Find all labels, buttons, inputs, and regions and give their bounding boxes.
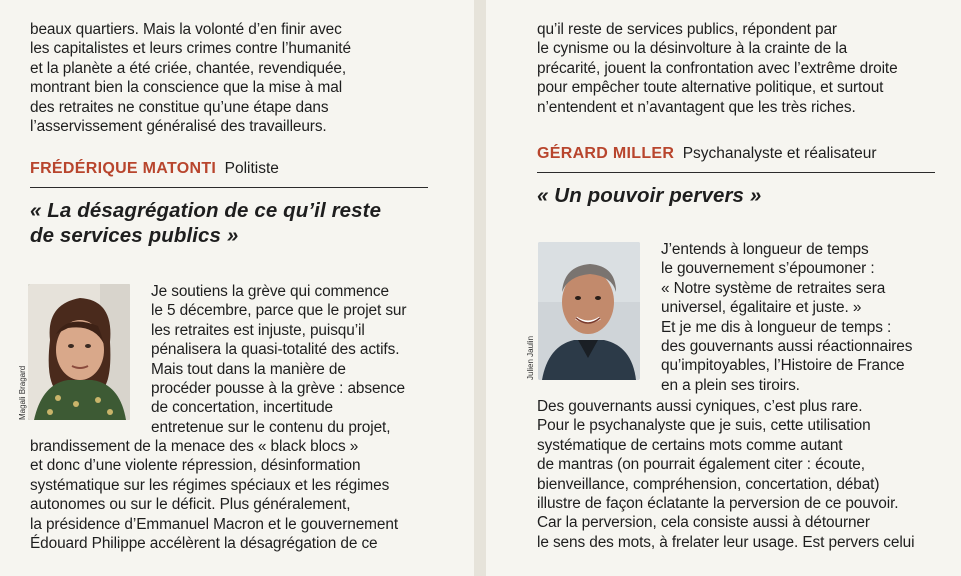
text-line: de mantras (on pourrait également citer : écoute, (537, 456, 865, 474)
text-line: précarité, jouent la confrontation avec l’extrême droite (537, 59, 898, 77)
article-body-full (537, 397, 914, 552)
author-photo (538, 242, 640, 380)
author-byline (537, 143, 961, 165)
text-line: bienveillance, compréhension, concertation, débat) (537, 475, 880, 493)
text-line: procéder pousse à la grève : absence (151, 380, 405, 398)
article-body-indented (661, 240, 912, 395)
divider (537, 172, 935, 173)
headline-line: « Un pouvoir pervers » (537, 184, 762, 208)
author-name: FRÉDÉRIQUE MATONTI (30, 160, 217, 178)
text-line: entretenue sur le contenu du projet, (151, 418, 391, 436)
author-photo-block (18, 284, 130, 420)
text-line: autonomes ou sur le déficit. Plus généralement, (30, 496, 351, 514)
text-line: universel, égalitaire et juste. » (661, 299, 862, 317)
text-line: en a plein ses tiroirs. (661, 376, 800, 394)
text-line: systématique de certains mots comme autant (537, 436, 843, 454)
text-line: les capitalistes et leurs crimes contre l’humanité (30, 40, 351, 58)
text-line: le cynisme ou la désinvolture à la crainte de la (537, 40, 848, 58)
text-line: montrant bien la conscience que la mise à mal (30, 79, 343, 97)
author-role: Politiste (224, 160, 279, 178)
photo-credit: Julien Jaulin (526, 335, 535, 380)
author-byline (30, 158, 474, 180)
text-line: qu’impitoyables, l’Histoire de France (661, 357, 905, 375)
text-line: et donc d’une violente répression, désinformation (30, 457, 361, 475)
intro-paragraph (537, 20, 961, 117)
text-line: illustre de façon éclatante la perversion de ce pouvoir. (537, 495, 899, 513)
text-line: qu’il reste de services publics, répondent par (537, 21, 837, 38)
text-line: l’asservissement généralisé des travailleurs. (30, 118, 327, 136)
text-line: Et je me dis à longueur de temps : (661, 318, 892, 336)
headline-line: de services publics » (30, 224, 239, 248)
text-line: le sens des mots, à frelater leur usage. Est pervers celui (537, 533, 915, 551)
text-line: Édouard Philippe accélèrent la désagrégation de ce (30, 535, 378, 553)
article-headline (537, 183, 961, 208)
text-line: Mais tout dans la manière de (151, 360, 346, 378)
text-line: et la planète a été criée, chantée, revendiquée, (30, 59, 347, 77)
author-photo-block (526, 242, 640, 380)
text-line: n’entendent et n’avantagent que les très riches. (537, 98, 856, 116)
text-line: J’entends à longueur de temps (661, 241, 869, 258)
author-role: Psychanalyste et réalisateur (682, 145, 877, 163)
photo-credit: Magali Bragard (18, 365, 27, 420)
headline-line: « La désagrégation de ce qu’il reste (30, 199, 382, 223)
text-line: pour empêcher toute alternative politique, et surtout (537, 79, 884, 97)
column-gutter (474, 0, 486, 576)
text-line: les retraites est injuste, puisqu’il (151, 321, 365, 339)
text-line: de concertation, incertitude (151, 399, 334, 417)
text-line: Des gouvernants aussi cyniques, c’est plus rare. (537, 398, 863, 415)
text-line: Je soutiens la grève qui commence (151, 283, 389, 300)
text-line: des gouvernants aussi réactionnaires (661, 338, 913, 356)
text-line: le 5 décembre, parce que le projet sur (151, 302, 407, 320)
text-line: systématique sur les régimes spéciaux et les régimes (30, 476, 390, 494)
article-body-full (30, 437, 398, 553)
text-line: Pour le psychanalyste que je suis, cette utilisation (537, 417, 871, 435)
text-line: brandissement de la menace des « black blocs » (30, 438, 359, 455)
text-line: la présidence d’Emmanuel Macron et le gouvernement (30, 515, 398, 533)
text-line: des retraites ne constitue qu’une étape dans (30, 98, 329, 116)
intro-paragraph (30, 20, 474, 136)
article-headline (30, 198, 474, 248)
text-line: Car la perversion, cela consiste aussi à détourner (537, 514, 870, 532)
text-line: « Notre système de retraites sera (661, 279, 886, 297)
text-line: beaux quartiers. Mais la volonté d’en finir avec (30, 21, 342, 38)
text-line: pénalisera la quasi-totalité des actifs. (151, 341, 400, 359)
divider (30, 187, 428, 188)
text-line: le gouvernement s’époumoner : (661, 260, 875, 278)
article-body-indented (151, 282, 406, 437)
author-name: GÉRARD MILLER (537, 145, 675, 163)
author-photo (28, 284, 130, 420)
